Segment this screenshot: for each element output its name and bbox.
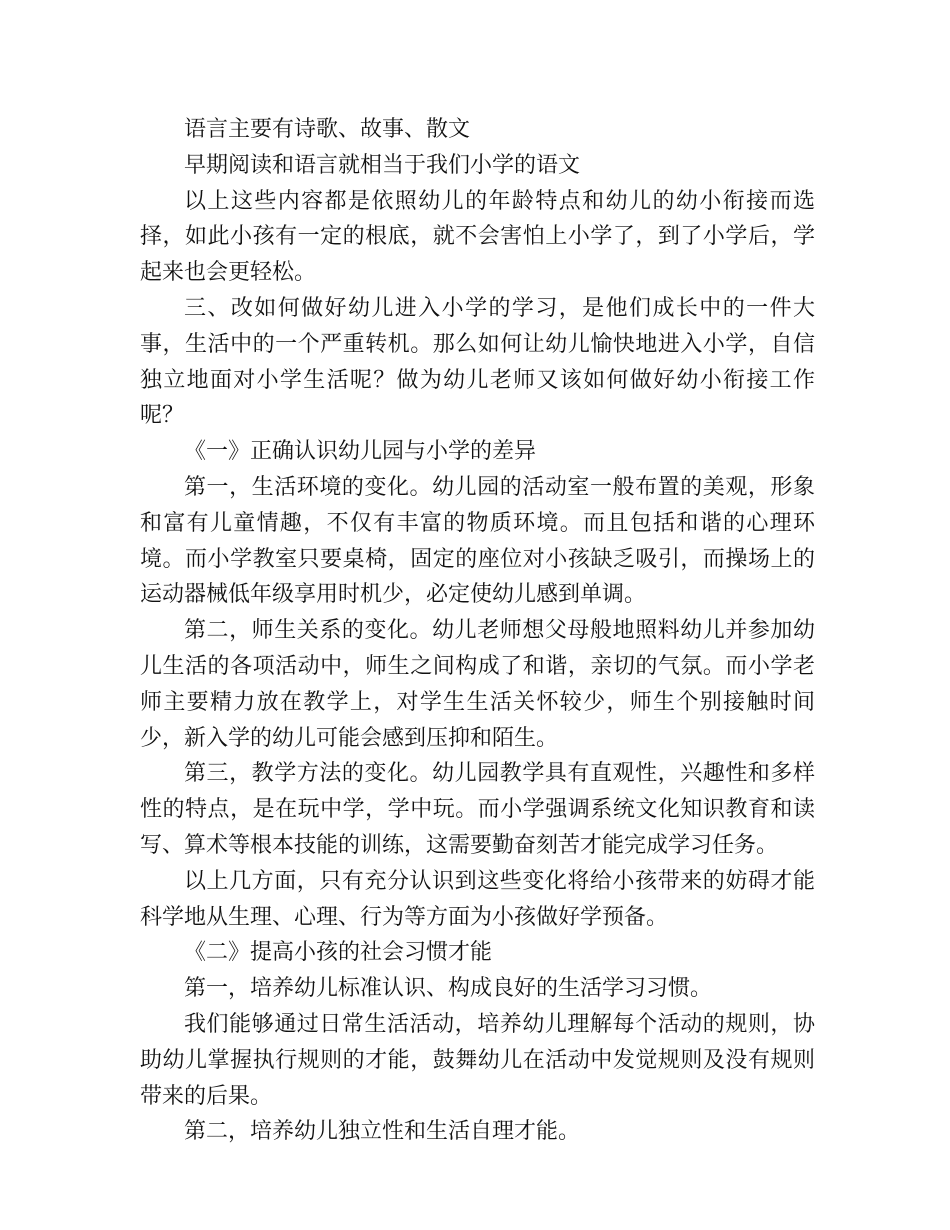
heading-subsection-two: 《二》提高小孩的社会习惯才能 — [184, 940, 493, 966]
paragraph-summary: 以上几方面，只有充分认识到这些变化将给小孩带来的妨碍才能科学地从生理、心理、行为等方面为小孩做好学预备。 — [140, 868, 815, 930]
paragraph-section-three: 三、改如何做好幼儿进入小学的学习，是他们成长中的一件大事，生活中的一个严重转机。那么如何让幼儿愉快地进入小学，自信独立地面对小学生活呢？做为幼儿老师又该如何做好幼小衔接工作呢？ — [140, 295, 815, 429]
paragraph-early-reading: 早期阅读和语言就相当于我们小学的语文 — [184, 152, 581, 178]
paragraph-daily-activities: 我们能够通过日常生活活动，培养幼儿理解每个活动的规则，协助幼儿掌握执行规则的才能，鼓舞幼儿在活动中发觉规则及没有规则带来的后果。 — [140, 1011, 815, 1109]
paragraph-content-selection: 以上这些内容都是依照幼儿的年龄特点和幼儿的幼小衔接而选择，如此小孩有一定的根底，就不会害怕上小学了，到了小学后，学起来也会更轻松。 — [140, 188, 815, 286]
paragraph-language-content: 语言主要有诗歌、故事、散文 — [184, 117, 471, 142]
document-page — [140, 112, 815, 1150]
paragraph-habits: 第一，培养幼儿标准认识、构成良好的生活学习习惯。 — [184, 976, 713, 1002]
paragraph-independence: 第二，培养幼儿独立性和生活自理才能。 — [184, 1119, 581, 1145]
paragraph-environment-change: 第一，生活环境的变化。幼儿园的活动室一般布置的美观，形象和富有儿童情趣，不仅有丰富的物质环境。而且包括和谐的心理环境。而小学教室只要桌椅，固定的座位对小孩缺乏吸引，而操场上的运动器械低年级享用时机少，必定使幼儿感到单调。 — [140, 474, 815, 608]
paragraph-teacher-student-change: 第二，师生关系的变化。幼儿老师想父母般地照料幼儿并参加幼儿生活的各项活动中，师生之间构成了和谐，亲切的气氛。而小学老师主要精力放在教学上，对学生生活关怀较少，师生个别接触时间少，新入学的幼儿可能会感到压抑和陌生。 — [140, 618, 815, 751]
paragraph-teaching-method-change: 第三，教学方法的变化。幼儿园教学具有直观性，兴趣性和多样性的特点，是在玩中学，学中玩。而小学强调系统文化知识教育和读写、算术等根本技能的训练，这需要勤奋刻苦才能完成学习任务。 — [140, 761, 815, 858]
heading-subsection-one: 《一》正确认识幼儿园与小学的差异 — [184, 439, 537, 465]
